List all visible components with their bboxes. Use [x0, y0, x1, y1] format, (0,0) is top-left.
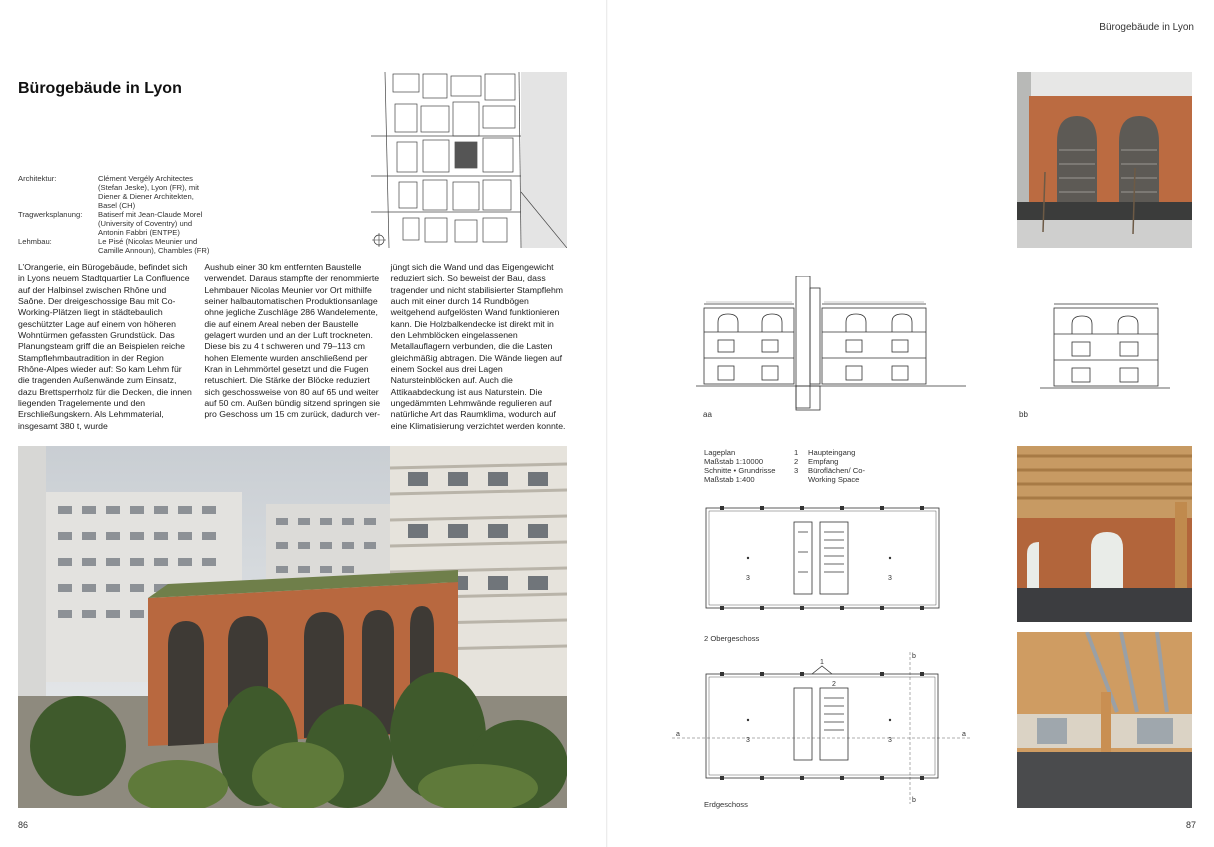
drawing-scale-legend — [704, 448, 775, 484]
room-number: 3 — [746, 575, 750, 582]
legend-line: Maßstab 1:400 — [704, 475, 755, 484]
section-drawing-bb — [1040, 292, 1170, 414]
legend-text: Büroflächen/ Co-Working Space — [808, 466, 865, 484]
floor-plan-upper — [700, 502, 945, 614]
legend-number: 3 — [794, 466, 799, 475]
interior-photo-1 — [1017, 446, 1192, 622]
legend-item — [794, 466, 888, 484]
legend-number: 2 — [794, 457, 799, 466]
credit-value: Clément Vergély Architectes (Stefan Jeske), Lyon (FR), mit Diener & Diener Architekten, Basel (CH) — [98, 174, 199, 210]
cut-marker-b: b — [912, 797, 916, 804]
credit-value: Batiserf mit Jean-Claude Morel (University of Coventry) und Antonin Fabbri (ENTPE) — [98, 210, 203, 237]
credit-row-earthwork — [18, 237, 388, 255]
cut-marker-a: a — [676, 731, 680, 738]
body-column-2: Aushub einer 30 km entfernten Baustelle verwendet. Daraus stampfte der renommierte Lehmbauer Nicolas Meunier vor Ort mithilfe seiner halbautomatischen Produktionsanlage ohne jegliche Zuschläge 286 Wandelemente, die auf einem Areal neben der Baustelle gelagert wurden und an der Luft trockneten. Diese bis zu 4 t schweren und 79–113 cm hohen Elemente wurden anschließend per Kran in Lehmmörtel gesetzt und die Fugen retuschiert. Die Stärke der Blöcke reduziert sich geschossweise von 80 auf 65 und weiter auf 50 cm. Außen bündig sitzend springen sie pro Geschoss um 15 cm zurück, dadurch ver- — [204, 262, 381, 420]
legend-line: Maßstab 1:10000 — [704, 457, 764, 466]
room-number: 3 — [746, 737, 750, 744]
section-drawing-aa — [696, 276, 966, 416]
credit-row-architecture — [18, 174, 388, 210]
legend-line: Lageplan — [704, 448, 736, 457]
site-plan-drawing — [371, 72, 567, 248]
entrance-marker: 1 — [820, 659, 824, 666]
legend-text: Haupteingang — [808, 448, 856, 457]
page-number-left: 86 — [18, 820, 29, 830]
legend-text: Empfang — [808, 457, 839, 466]
page-number-right: 87 — [1185, 820, 1196, 830]
section-label-aa: aa — [703, 410, 712, 419]
body-column-3: jüngt sich die Wand und das Eigengewicht reduziert sich. So beweist der Bau, dass tragender und nicht stabilisierter Stampflehm auch mit einer durch 14 Rundbögen weitgehend aufgelösten Wand funktionieren kann. Die Holzbalkendecke ist direkt mit in den Lehmblöcken eingelassenen Metallauflagern verbunden, die die Lasten gleichmäßig abtragen. Die Wände liegen auf einem Sockel aus drei Lagen Natursteinblöcken auf. Auch die Attikaabdeckung ist aus Naturstein. Die ungedämmten Lehmwände regulieren auf natürliche Art das Raumklima, wodurch auf eine Klimatisierung verzichtet werden konnte. — [390, 262, 566, 431]
main-exterior-photo — [18, 446, 567, 808]
floor-plan-ground — [672, 652, 972, 804]
legend-line: Schnitte • Grundrisse — [704, 466, 776, 475]
cut-marker-a: a — [962, 731, 966, 738]
credit-row-structure — [18, 210, 388, 237]
article-title: Bürogebäude in Lyon — [18, 80, 182, 97]
room-number: 3 — [888, 737, 892, 744]
running-head: Bürogebäude in Lyon — [1099, 22, 1194, 33]
credit-label: Architektur: — [18, 174, 57, 183]
article-body — [18, 262, 567, 432]
legend-item — [794, 457, 888, 466]
legend-number: 1 — [794, 448, 799, 457]
plan-caption-upper: 2 Obergeschoss — [704, 634, 760, 643]
credit-value: Le Pisé (Nicolas Meunier und Camille Announ), Chambles (FR) — [98, 237, 210, 255]
section-label-bb: bb — [1019, 410, 1028, 419]
credits-block — [18, 174, 388, 255]
plan-caption-ground: Erdgeschoss — [704, 800, 748, 809]
reception-marker: 2 — [832, 681, 836, 688]
cut-marker-b: b — [912, 653, 916, 660]
credit-label: Lehmbau: — [18, 237, 52, 246]
legend-item — [794, 448, 888, 457]
credit-label: Tragwerksplanung: — [18, 210, 83, 219]
facade-photo — [1017, 72, 1192, 248]
interior-photo-2 — [1017, 632, 1192, 808]
body-column-1: L’Orangerie, ein Bürogebäude, befindet sich in Lyons neuem Stadtquartier La Confluence auf der Halbinsel zwischen Rhône und Saône. Der dreigeschossige Bau mit Co-Working-Plätzen liegt in städtebaulich geschützter Lage auf einem von höheren Wohntürmen gefassten Grundstück. Das Planungsteam griff die an Beispielen reiche Stampflehmbautradition in der Region Rhône-Alpes wieder auf: So kam Lehm für die tragenden Außenwände zum Einsatz, dazu Brettsperrholz für die Decken, die innen liegenden Tragelemente und den Erschließungskern. Als Lehmmaterial, insgesamt 380 t, wurde — [18, 262, 192, 431]
room-legend — [794, 448, 888, 484]
page-gutter — [606, 0, 608, 847]
room-number: 3 — [888, 575, 892, 582]
